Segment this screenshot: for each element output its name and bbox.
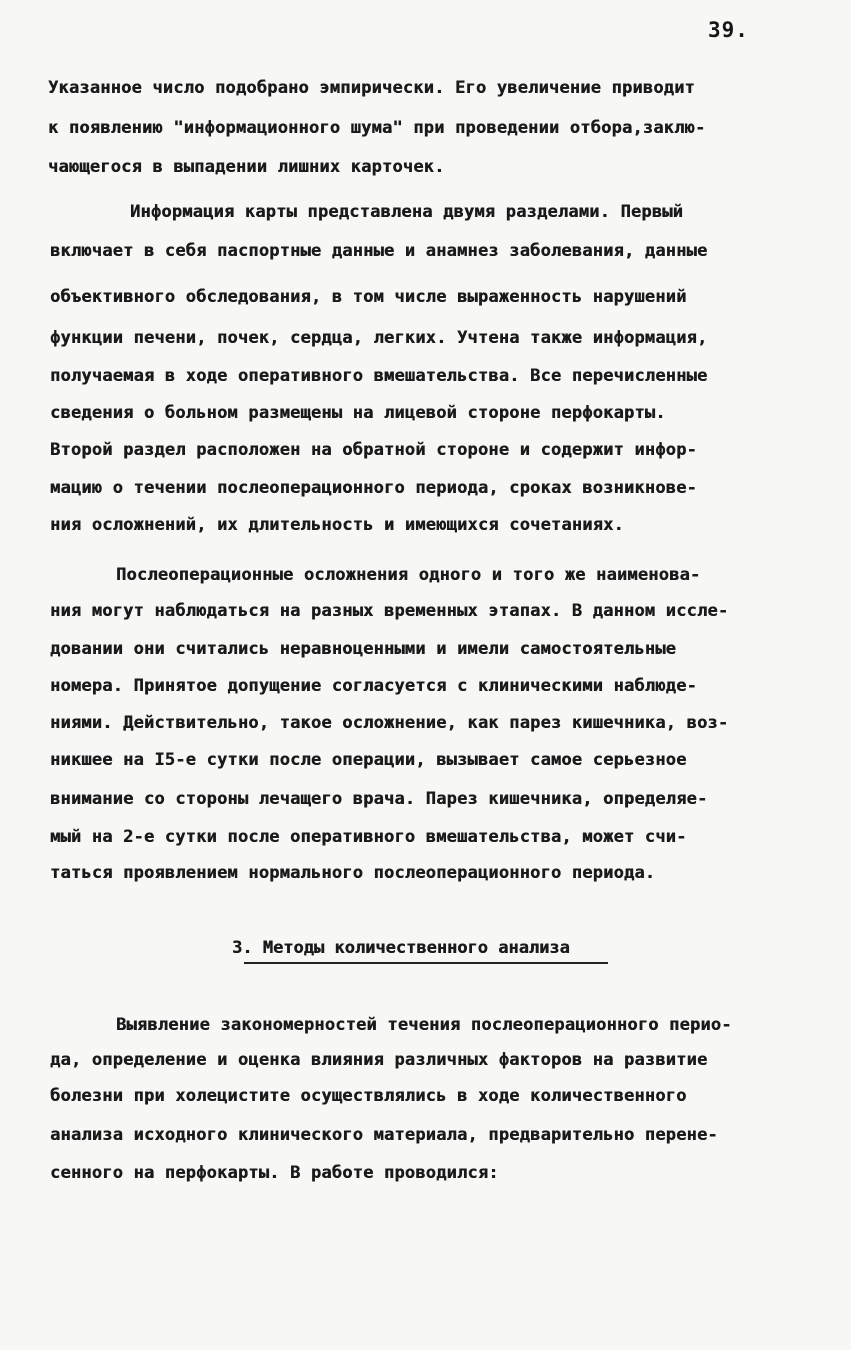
- text-line: анализа исходного клинического материала, предварительно перене-: [50, 1125, 718, 1145]
- text-line: сенного на перфокарты. В работе проводился:: [50, 1163, 499, 1183]
- text-line: Выявление закономерностей течения послеоперационного перио-: [116, 1015, 732, 1035]
- text-line: ниями. Действительно, такое осложнение, как парез кишечника, воз-: [50, 713, 729, 733]
- text-line: чающегося в выпадении лишних карточек.: [48, 157, 445, 177]
- text-line: к появлению "информационного шума" при проведении отбора,заклю-: [48, 118, 706, 138]
- page-number: 39.: [708, 18, 749, 42]
- text-line: ния осложнений, их длительность и имеющихся сочетаниях.: [50, 515, 624, 535]
- heading-underline: [244, 962, 608, 964]
- text-line: ния могут наблюдаться на разных временных этапах. В данном иссле-: [50, 601, 729, 621]
- text-line: болезни при холецистите осуществлялись в ходе количественного: [50, 1086, 687, 1106]
- text-line: Информация карты представлена двумя разделами. Первый: [130, 202, 684, 222]
- text-line: мый на 2-е сутки после оперативного вмешательства, может счи-: [50, 827, 687, 847]
- text-line: никшее на I5-е сутки после операции, вызывает самое серьезное: [50, 750, 687, 770]
- text-line: мацию о течении послеоперационного периода, сроках возникнове-: [50, 478, 697, 498]
- text-line: сведения о больном размещены на лицевой стороне перфокарты.: [50, 403, 666, 423]
- text-line: включает в себя паспортные данные и анамнез заболевания, данные: [50, 241, 708, 261]
- text-line: довании они считались неравноценными и имели самостоятельные: [50, 639, 677, 659]
- text-line: номера. Принятое допущение согласуется с клиническими наблюде-: [50, 676, 697, 696]
- text-line: Указанное число подобрано эмпирически. Его увеличение приводит: [48, 78, 695, 98]
- text-line: таться проявлением нормального послеоперационного периода.: [50, 863, 656, 883]
- text-line: получаемая в ходе оперативного вмешательства. Все перечисленные: [50, 366, 708, 386]
- text-line: объективного обследования, в том числе выраженность нарушений: [50, 287, 687, 307]
- text-line: Послеоперационные осложнения одного и того же наименова-: [116, 565, 701, 585]
- section-heading: 3. Методы количественного анализа: [232, 938, 570, 958]
- text-line: Второй раздел расположен на обратной стороне и содержит инфор-: [50, 440, 697, 460]
- text-line: внимание со стороны лечащего врача. Парез кишечника, определяе-: [50, 789, 708, 809]
- text-line: да, определение и оценка влияния различных факторов на развитие: [50, 1050, 708, 1070]
- text-line: функции печени, почек, сердца, легких. Учтена также информация,: [50, 328, 708, 348]
